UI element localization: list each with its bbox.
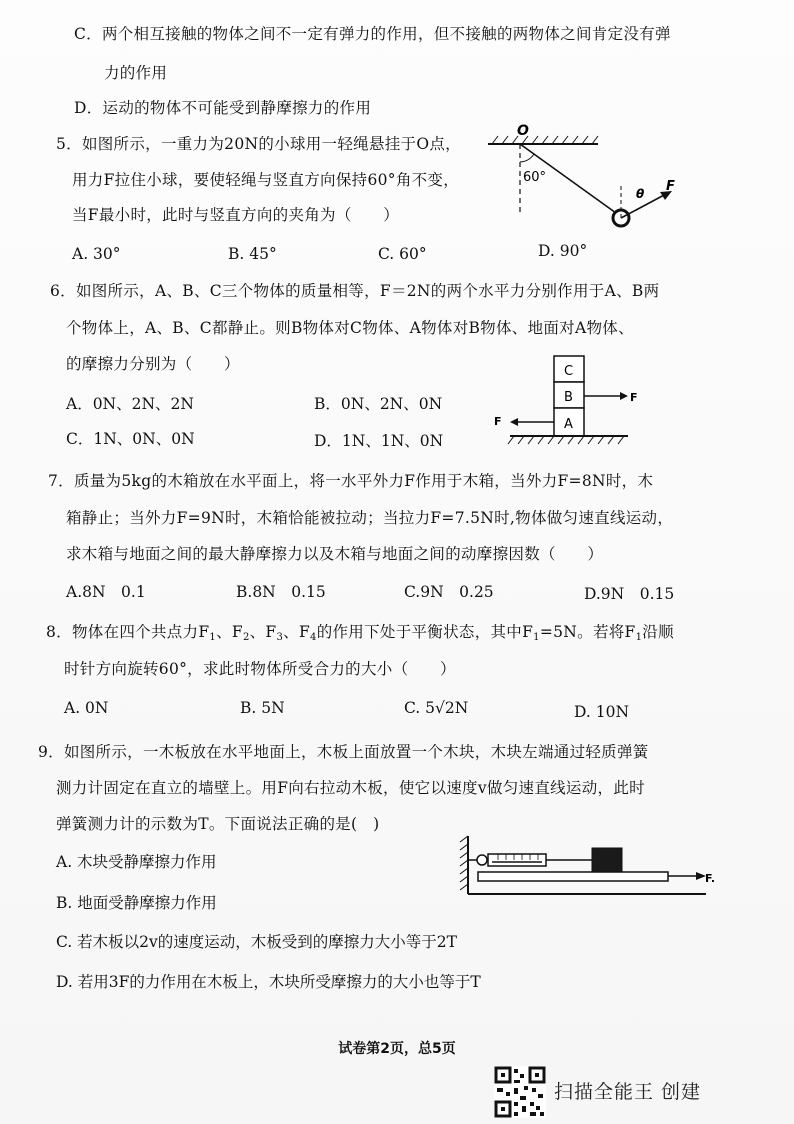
board <box>478 872 668 881</box>
q7-option-c: C.9N 0.25 <box>404 583 494 601</box>
spring-scale <box>488 854 546 866</box>
q5-option-b: B. 45° <box>228 245 277 263</box>
block-a-label: A <box>564 417 573 432</box>
q9-stem-line3: 弹簧测力计的示数为T。下面说法正确的是( ) <box>56 815 380 833</box>
q9-option-a: A. 木块受静摩擦力作用 <box>56 853 217 871</box>
q8-option-d: D. 10N <box>574 703 630 721</box>
force-label: F. <box>705 872 716 885</box>
q6-blocks-diagram <box>488 350 648 450</box>
q5-stem-line2: 用力F拉住小球，要使轻绳与竖直方向保持60°角不变， <box>72 171 460 189</box>
q7-option-b: B.8N 0.15 <box>236 583 326 601</box>
q4-option-c-line1: C．两个相互接触的物体之间不一定有弹力的作用，但不接触的两物体之间肯定没有弹 <box>74 25 671 43</box>
q7-stem-line1: 7．质量为5kg的木箱放在水平面上，将一水平外力F作用于木箱，当外力F=8N时，木 <box>48 472 654 490</box>
q6-option-b: B．0N、2N、0N <box>314 395 443 413</box>
q4-option-d: D．运动的物体不可能受到静摩擦力的作用 <box>74 99 372 117</box>
q7-option-a: A.8N 0.1 <box>66 583 146 601</box>
q8-option-c: C. 5√2N <box>404 699 469 717</box>
force-f-label: F <box>666 179 675 194</box>
scanner-watermark: 扫描全能王 创建 <box>554 1081 702 1103</box>
force-right-label: F <box>630 391 638 404</box>
q8-stem-line2: 时针方向旋转60°，求此时物体所受合力的大小（ ） <box>64 660 456 678</box>
qr-code-icon <box>494 1066 546 1118</box>
q6-stem-line3: 的摩擦力分别为（ ） <box>66 355 240 373</box>
q5-option-c: C. 60° <box>378 245 427 263</box>
point-o-label: O <box>517 123 529 139</box>
q5-stem-line1: 5．如图所示，一重力为20N的小球用一轻绳悬挂于O点， <box>56 135 461 153</box>
q7-option-d: D.9N 0.15 <box>584 585 675 603</box>
q9-option-c: C. 若木板以2v的速度运动，木板受到的摩擦力大小等于2T <box>56 933 457 951</box>
q9-option-d: D. 若用3F的力作用在木板上，木块所受摩擦力的大小也等于T <box>56 973 481 991</box>
spring-scale-ring <box>477 855 487 865</box>
force-left-label: F <box>494 415 502 428</box>
q5-pendulum-diagram <box>478 118 708 238</box>
q9-stem-line1: 9．如图所示，一木板放在水平地面上，木板上面放置一个木块，木块左端通过轻质弹簧 <box>38 743 649 761</box>
q8-option-b: B. 5N <box>240 699 285 717</box>
theta-label: θ <box>636 187 645 201</box>
q6-stem-line2: 个物体上，A、B、C都静止。则B物体对C物体、A物体对B物体、地面对A物体、 <box>66 319 634 337</box>
q5-stem-line3: 当F最小时，此时与竖直方向的夹角为（ ） <box>72 206 400 224</box>
q6-option-d: D．1N、1N、0N <box>314 432 444 450</box>
q6-option-c: C．1N、0N、0N <box>66 430 195 448</box>
q8-stem-line1: 8．物体在四个共点力$F_1$、$F_2$、$F_3$、$F_4$的作用下处于平衡状态，其中$F_1=5N$。若将$F_1$沿顺 <box>46 623 674 643</box>
q6-stem-line1: 6．如图所示，A、B、C三个物体的质量相等，F＝2N的两个水平力分别作用于A、B两 <box>50 282 660 300</box>
q4-option-c-line2: 力的作用 <box>104 64 168 82</box>
block-b-label: B <box>564 390 573 405</box>
q7-stem-line2: 箱静止；当外力F=9N时，木箱恰能被拉动；当拉力F=7.5N时,物体做匀速直线运动， <box>66 509 674 527</box>
page-footer: 试卷第2页，总5页 <box>338 1041 456 1057</box>
q6-option-a: A．0N、2N、2N <box>66 395 194 413</box>
angle-60-label: 60° <box>523 170 547 185</box>
block-c-label: C <box>564 364 574 379</box>
wood-block <box>592 848 622 872</box>
q8-option-a: A. 0N <box>64 699 109 717</box>
q7-stem-line3: 求木箱与地面之间的最大静摩擦力以及木箱与地面之间的动摩擦因数（ ） <box>66 545 604 563</box>
q5-option-a: A. 30° <box>72 245 121 263</box>
q9-option-b: B. 地面受静摩擦力作用 <box>56 894 217 912</box>
q9-stem-line2: 测力计固定在直立的墙壁上。用F向右拉动木板，使它以速度v做匀速直线运动，此时 <box>56 779 645 797</box>
q9-board-diagram <box>456 832 732 904</box>
q5-option-d: D. 90° <box>538 242 588 260</box>
